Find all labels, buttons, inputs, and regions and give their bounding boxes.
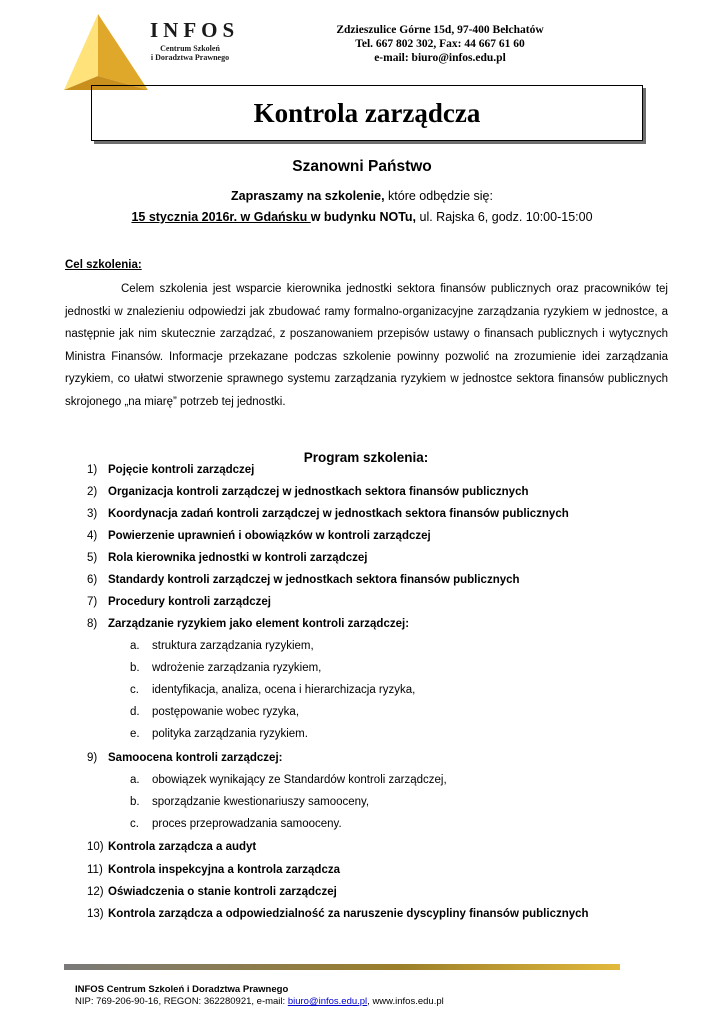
logo-subtitle-line1: Centrum Szkoleń: [160, 44, 220, 53]
item-number: 6): [87, 574, 98, 586]
subitem-text: identyfikacja, analiza, ocena i hierarchizacja ryzyka,: [152, 684, 416, 696]
program-item-7: [87, 594, 271, 610]
subitem-text: proces przeprowadzania samooceny.: [152, 818, 342, 830]
program-subitem-8e: [130, 726, 308, 742]
item-number: 7): [87, 596, 98, 608]
item-text: Samoocena kontroli zarządczej:: [108, 752, 283, 764]
greeting: Szanowni Państwo: [292, 158, 432, 175]
program-subitem-9c: [130, 816, 342, 832]
subitem-letter: a.: [130, 774, 140, 786]
item-number: 8): [87, 618, 98, 630]
program-item-12: [87, 884, 337, 900]
item-number: 13): [87, 908, 104, 920]
footer-email-link[interactable]: biuro@infos.edu.pl: [287, 996, 368, 1007]
item-number: 9): [87, 752, 98, 764]
program-item-1: [87, 462, 254, 478]
contact-email: e-mail: biuro@infos.edu.pl: [374, 52, 506, 64]
program-subitem-9b: [130, 794, 369, 810]
footer-info: [75, 996, 444, 1007]
contact-address: Zdzieszulice Górne 15d, 97-400 Bełchatów: [336, 24, 544, 36]
footer-company: INFOS Centrum Szkoleń i Doradztwa Prawnego: [75, 984, 289, 995]
event-details: ul. Rajska 6, godz. 10:00-15:00: [416, 210, 593, 224]
item-text: Rola kierownika jednostki w kontroli zarządczej: [108, 552, 368, 564]
subitem-text: polityka zarządzania ryzykiem.: [152, 728, 308, 740]
document-title: Kontrola zarządcza: [253, 97, 481, 128]
program-item-6: [87, 572, 520, 588]
item-text: Powierzenie uprawnień i obowiązków w kontroli zarządczej: [108, 530, 431, 542]
item-text: Zarządzanie ryzykiem jako element kontroli zarządczej:: [108, 618, 410, 630]
program-item-9: [87, 750, 282, 766]
item-number: 12): [87, 886, 104, 898]
subitem-text: obowiązek wynikający ze Standardów kontroli zarządczej,: [152, 774, 447, 786]
subitem-text: sporządzanie kwestionariuszy samooceny,: [152, 796, 370, 808]
subitem-text: struktura zarządzania ryzykiem,: [152, 640, 314, 652]
logo-pyramid-icon: [64, 12, 148, 92]
program-subitem-8a: [130, 638, 314, 654]
item-number: 4): [87, 530, 98, 542]
item-text: Kontrola inspekcyjna a kontrola zarządcza: [108, 864, 340, 876]
item-text: Organizacja kontroli zarządczej w jednostkach sektora finansów publicznych: [108, 486, 529, 498]
item-number: 1): [87, 464, 98, 476]
company-logo: [64, 12, 240, 92]
item-number: 5): [87, 552, 98, 564]
logo-wordmark: INFOS: [150, 18, 240, 42]
event-date-place: 15 stycznia 2016r. w Gdańsku: [131, 210, 311, 224]
footer-divider: [64, 964, 620, 970]
program-subitem-9a: [130, 772, 447, 788]
logo-subtitle-line2: i Doradztwa Prawnego: [150, 53, 230, 62]
program-item-3: [87, 506, 569, 522]
footer-website: , www.infos.edu.pl: [367, 996, 444, 1007]
item-number: 11): [87, 864, 103, 876]
invitation-line: [0, 189, 724, 203]
event-building: w budynku NOTu,: [310, 210, 417, 224]
item-text: Koordynacja zadań kontroli zarządczej w jednostkach sektora finansów publicznych: [108, 508, 569, 520]
item-text: Pojęcie kontroli zarządczej: [108, 464, 255, 476]
item-text: Procedury kontroli zarządczej: [108, 596, 271, 608]
item-text: Kontrola zarządcza a odpowiedzialność za naruszenie dyscypliny finansów publicznych: [108, 908, 589, 920]
item-text: Oświadczenia o stanie kontroli zarządczej: [108, 886, 337, 898]
contact-phone-fax: Tel. 667 802 302, Fax: 44 667 61 60: [355, 38, 525, 50]
goal-heading: Cel szkolenia:: [65, 259, 142, 271]
subitem-letter: e.: [130, 728, 140, 740]
program-item-5: [87, 550, 367, 566]
program-subitem-8d: [130, 704, 299, 720]
program-subitem-8b: [130, 660, 321, 676]
subitem-letter: b.: [130, 796, 140, 808]
goal-paragraph: Celem szkolenia jest wsparcie kierownika jednostki sektora finansów publicznych oraz pracowników tej jednostki w znalezieniu odpowiedzi jak zbudować ramy formalno-organizacyjne zarządzania ryzykiem w jednostce, a następnie jak nim skutecznie zarządzać, z poszanowaniem przepisów ustawy o finansach publicznych i wytycznych Ministra Finansów. Informacje przekazane podczas szkolenie powinny pozwolić na zrozumienie idei zarządzania ryzykiem, co ułatwi stworzenie sprawnego systemu zarządzania ryzykiem w jednostce sektora finansów publicznych skrojonego „na miarę” potrzeb tej jednostki.: [65, 283, 668, 408]
program-subitem-8c: [130, 682, 415, 698]
subitem-text: postępowanie wobec ryzyka,: [152, 706, 300, 718]
item-text: Standardy kontroli zarządczej w jednostkach sektora finansów publicznych: [108, 574, 520, 586]
invitation-bold: Zapraszamy na szkolenie,: [231, 189, 385, 203]
item-number: 2): [87, 486, 98, 498]
footer-ids: NIP: 769-206-90-16, REGON: 362280921, e-mail:: [75, 996, 288, 1007]
program-item-4: [87, 528, 431, 544]
subitem-letter: b.: [130, 662, 140, 674]
document-title-box: [91, 85, 643, 141]
subitem-letter: c.: [130, 684, 139, 696]
subitem-letter: d.: [130, 706, 140, 718]
logo-subtitle: [146, 44, 234, 62]
item-number: 3): [87, 508, 98, 520]
program-item-8: [87, 616, 409, 632]
program-item-11: [87, 862, 340, 878]
invitation-rest: które odbędzie się:: [384, 189, 493, 203]
subitem-text: wdrożenie zarządzania ryzykiem,: [152, 662, 322, 674]
item-text: Kontrola zarządcza a audyt: [108, 841, 257, 853]
program-item-13: [87, 906, 589, 922]
program-item-10: [87, 839, 256, 855]
item-number: 10): [87, 841, 104, 853]
program-item-2: [87, 484, 529, 500]
subitem-letter: a.: [130, 640, 140, 652]
program-heading: Program szkolenia:: [303, 450, 429, 465]
event-date-line: [0, 210, 724, 224]
subitem-letter: c.: [130, 818, 139, 830]
contact-info: [290, 23, 590, 65]
